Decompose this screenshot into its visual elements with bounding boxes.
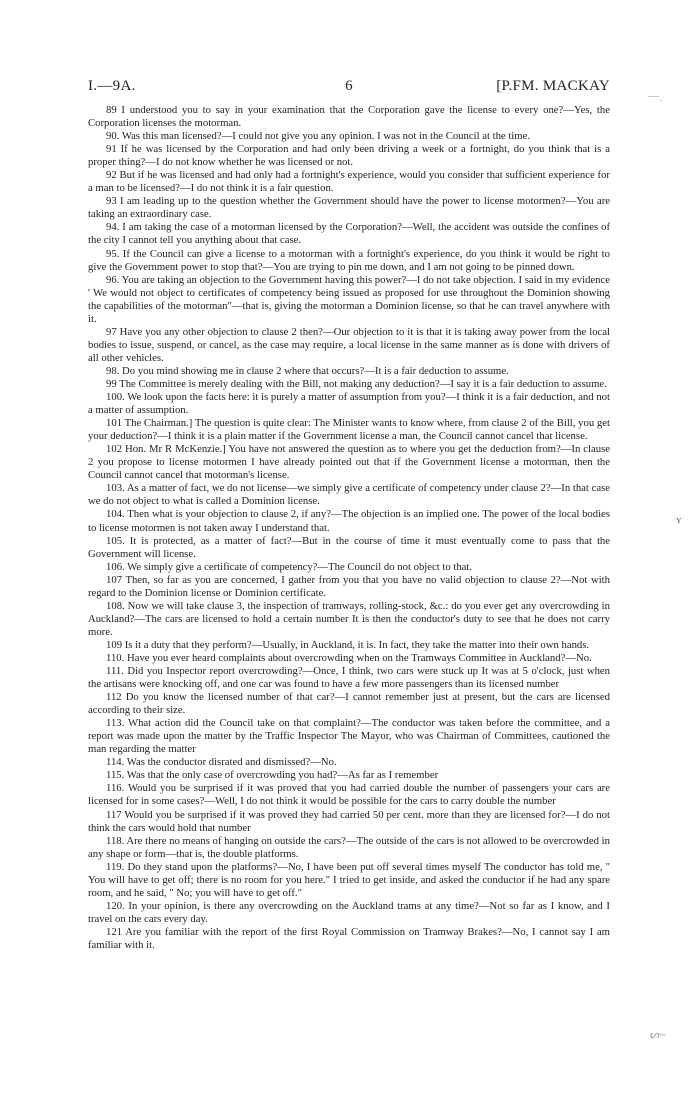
testimony-paragraph: 110. Have you ever heard complaints about overcrowding when on the Tramways Committee in Auckland?—No. (106, 651, 592, 664)
testimony-paragraph: 101 The Chairman.] The question is quite clear: The Minister wants to know where, from clause 2 of the Bill, you get your deduction?—I think it is a plain matter if the Government license a man, the Council cannot cancel that license. (88, 417, 610, 443)
testimony-paragraph: 112 Do you know the licensed number of that car?—I cannot remember just at present, but the cars are licensed according to their size. (88, 691, 610, 717)
testimony-paragraph: 99 The Committee is merely dealing with the Bill, not making any deduction?—I say it is a fair deduction to assume. (106, 377, 607, 390)
testimony-paragraph: 115. Was that the only case of overcrowding you had?—As far as I remember (106, 769, 439, 782)
testimony-paragraph: 107 Then, so far as you are concerned, I gather from you that you have no valid objection to clause 2?—Not with regard to the Dominion license or Dominion certificate. (88, 573, 610, 599)
testimony-paragraph: 118. Are there no means of hanging on outside the cars?—The outside of the cars is not allowed to be overcrowded in any shape or form—that is, the double platforms. (88, 834, 610, 860)
testimony-paragraph: 106. We simply give a certificate of competency?—The Council do not object to that. (106, 560, 473, 573)
testimony-paragraph: 98. Do you mind showing me in clause 2 where that occurs?—It is a fair deduction to assume. (106, 364, 509, 377)
page-header (88, 78, 610, 98)
testimony-paragraph: 93 I am leading up to the question whether the Government should have the power to license motormen?—You are taking an extraordinary case. (88, 195, 610, 221)
testimony-paragraph: 108. Now we will take clause 3, the inspection of tramways, rolling-stock, &c.: do you ever get any overcrowding in Auckland?—The cars are licensed to hold a certain number It is then the conductor's duty to see that he does not carry more. (88, 599, 610, 638)
testimony-paragraph: 92 But if he was licensed and had only had a fortnight's experience, would you consider that sufficient experience for a man to be licensed?—I do not think it is a fair question. (88, 169, 610, 195)
testimony-paragraph: 120. In your opinion, is there any overcrowding on the Auckland trams at any time?—Not so far as I know, and I travel on the cars every day. (88, 899, 610, 925)
testimony-paragraph: 89 I understood you to say in your examination that the Corporation gave the license to every one?—Yes, the Corporation licenses the motorman. (88, 104, 610, 130)
testimony-paragraph: 100. We look upon the facts here: it is purely a matter of assumption from you?—I think it is a fair deduction, and not a matter of assumption. (88, 391, 610, 417)
testimony-paragraph: 109 Is it a duty that they perform?—Usually, in Auckland, it is. In fact, they take the matter into their own hands. (106, 638, 590, 651)
testimony-paragraph: 117 Would you be surprised if it was proved they had carried 50 per cent. more than they are licensed for?—I do not think the cars would hold that number (88, 808, 610, 834)
testimony-paragraph: 94. I am taking the case of a motorman licensed by the Corporation?—Well, the accident was outside the confines of the city I cannot tell you anything about that case. (88, 221, 610, 247)
margin-mark-top: —ˏ (648, 90, 663, 102)
margin-mark-bottom: ᔕ~ (650, 1029, 666, 1041)
testimony-paragraph: 116. Would you be surprised if it was proved that you had carried double the number of passengers your cars are licensed for in some cases?—Well, I do not think it would be possible for the cars to carry double the number (88, 782, 610, 808)
testimony-paragraph: 96. You are taking an objection to the Government having this power?—I do not take objection. I said in my evidence ' We would not object to certificates of competency being issued as proposed for use throughout the Dominion showing the capabilities of the motorman"—that is, giving the motorman a Dominion license, so that he can travel anywhere with it. (88, 273, 610, 325)
witness-name: [P.FM. MACKAY (496, 78, 610, 94)
testimony-paragraph: 103. As a matter of fact, we do not license—we simply give a certificate of competency under clause 2?—In that case we do not object to what is called a Dominion license. (88, 482, 610, 508)
margin-mark-middle: ʏ (676, 514, 682, 526)
testimony-paragraph: 104. Then what is your objection to clause 2, if any?—The objection is an implied one. The power of the local bodies to license motormen is not taken away I understand that. (88, 508, 610, 534)
testimony-paragraph: 113. What action did the Council take on that complaint?—The conductor was taken before the committee, and a report was made upon the matter by the Traffic Inspector The Mayor, who was Chairman of Committees, cautioned the man regarding the matter (88, 717, 610, 756)
testimony-paragraph: 95. If the Council can give a license to a motorman with a fortnight's experience, do you think it would be right to give the Government power to stop that?—You are trying to pin me down, and I am not going to be pinned down. (88, 247, 610, 273)
testimony-paragraph: 111. Did you Inspector report overcrowding?—Once, I think, two cars were stuck up It was at 5 o'clock, just when the artisans were knocking off, and one car was found to have a few more passengers than its licensed number (88, 665, 610, 691)
testimony-paragraph: 90. Was this man licensed?—I could not give you any opinion. I was not in the Council at the time. (106, 130, 530, 143)
testimony-paragraph: 91 If he was licensed by the Corporation and had only been driving a week or a fortnight, do you think that is a proper thing?—I do not know whether he was licensed or not. (88, 143, 610, 169)
testimony-paragraph: 102 Hon. Mr R McKenzie.] You have not answered the question as to where you get the deduction from?—In clause 2 you propose to license motormen I have already pointed out that if the Government license a motorman, then the Council cannot cancel that motorman's license. (88, 443, 610, 482)
testimony-paragraph: 114. Was the conductor disrated and dismissed?—No. (106, 756, 337, 769)
testimony-paragraph: 105. It is protected, as a matter of fact?—But in the course of time it must eventually come to pass that the Government will license. (88, 534, 610, 560)
page-number: 6 (345, 78, 353, 94)
testimony-body (88, 104, 610, 952)
testimony-paragraph: 121 Are you familiar with the report of the first Royal Commission on Tramway Brakes?—No, I cannot say I am familiar with it. (88, 925, 610, 951)
testimony-paragraph: 119. Do they stand upon the platforms?—No, I have been put off several times myself The conductor has told me, " You will have to get off; there is no room for you here." I tried to get inside, and asked the conductor if he had any spare room, and he said, " No; you will have to get off." (88, 860, 610, 899)
document-reference: I.—9A. (88, 78, 136, 94)
testimony-paragraph: 97 Have you any other objection to clause 2 then?—Our objection to it is that it is taking away power from the local bodies to issue, suspend, or cancel, as the case may require, a local license in the same manner as is done with drivers of all other vehicles. (88, 325, 610, 364)
